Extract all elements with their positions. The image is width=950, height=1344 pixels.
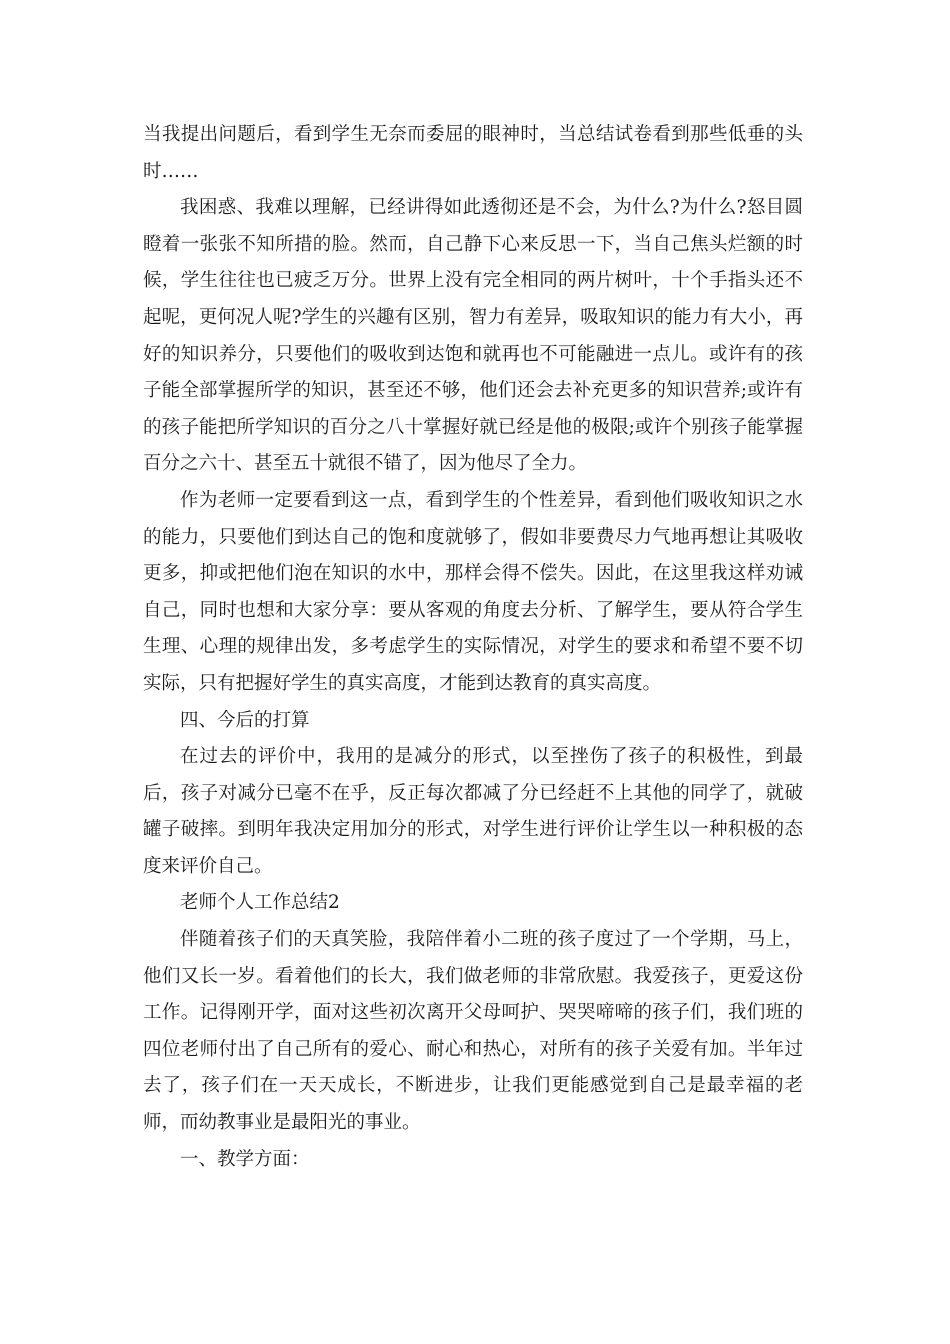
document-body <box>143 117 803 1178</box>
paragraph-5: 伴随着孩子们的天真笑脸，我陪伴着小二班的孩子度过了一个学期，马上，他们又长一岁。看着他们的长大，我们做老师的非常欣慰。我爱孩子，更爱这份工作。记得刚开学，面对这些初次离开父母呵护、哭哭啼啼的孩子们，我们班的四位老师付出了自己所有的爱心、耐心和热心，对所有的孩子关爱有加。半年过去了，孩子们在一天天成长，不断进步，让我们更能感觉到自己是最幸福的老师，而幼教事业是最阳光的事业。 <box>143 929 803 1134</box>
section-heading-teaching: 一、教学方面： <box>180 1148 310 1170</box>
section-heading-future-plans: 四、今后的打算 <box>180 709 310 731</box>
section-heading-summary-2: 老师个人工作总结2 <box>180 892 340 914</box>
paragraph-3: 作为老师一定要看到这一点，看到学生的个性差异，看到他们吸收知识之水的能力，只要他们到达自己的饱和度就够了，假如非要费尽力气地再想让其吸收更多，抑或把他们泡在知识的水中，那样会得不偿失。因此，在这里我这样劝诫自己，同时也想和大家分享：要从客观的角度去分析、了解学生，要从符合学生生理、心理的规律出发，多考虑学生的实际情况，对学生的要求和希望不要不切实际，只有把握好学生的真实高度，才能到达教育的真实高度。 <box>143 489 803 694</box>
paragraph-1: 当我提出问题后，看到学生无奈而委屈的眼神时，当总结试卷看到那些低垂的头时…… <box>143 124 803 182</box>
paragraph-2: 我困惑、我难以理解，已经讲得如此透彻还是不会，为什么?为什么?怒目圆瞪着一张张不知所措的脸。然而，自己静下心来反思一下，当自己焦头烂额的时候，学生往往也已疲乏万分。世界上没有完全相同的两片树叶，十个手指头还不起呢，更何况人呢?学生的兴趣有区别，智力有差异，吸取知识的能力有大小，再好的知识养分，只要他们的吸收到达饱和就再也不可能融进一点儿。或许有的孩子能全部掌握所学的知识，甚至还不够，他们还会去补充更多的知识营养;或许有的孩子能把所学知识的百分之八十掌握好就已经是他的极限;或许个别孩子能掌握百分之六十、甚至五十就很不错了，因为他尽了全力。 <box>143 197 803 475</box>
paragraph-4: 在过去的评价中，我用的是减分的形式，以至挫伤了孩子的积极性，到最后，孩子对减分已毫不在乎，反正每次都减了分已经赶不上其他的同学了，就破罐子破摔。到明年我决定用加分的形式，对学生进行评价让学生以一种积极的态度来评价自己。 <box>143 746 803 877</box>
